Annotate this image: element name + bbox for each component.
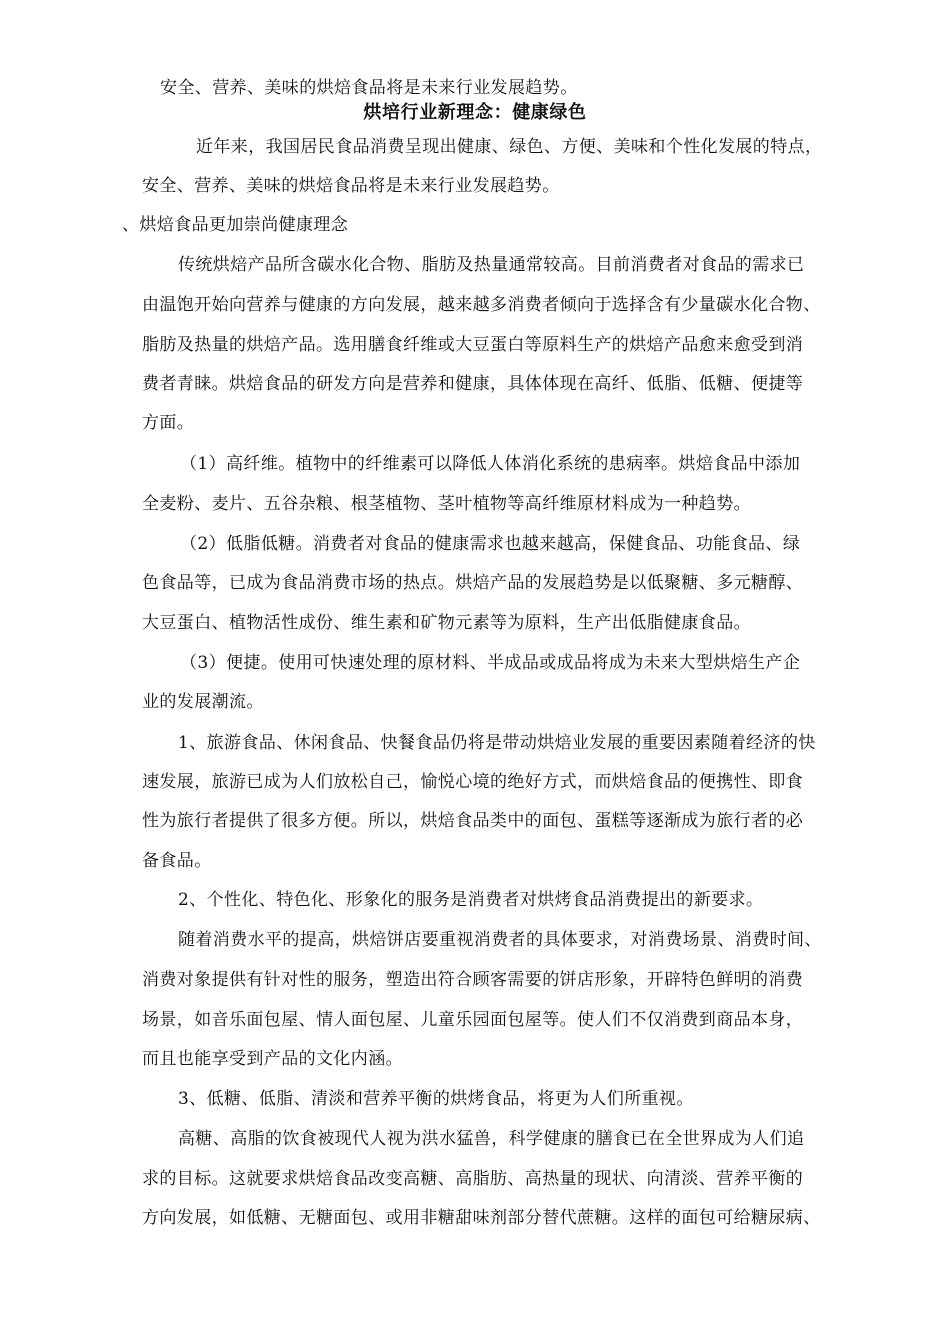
paragraph-line: 1、旅游食品、休闲食品、快餐食品仍将是带动烘焙业发展的重要因素随着经济的快 xyxy=(178,733,816,753)
paragraph-line: 安全、营养、美味的烘焙食品将是未来行业发展趋势。 xyxy=(142,176,560,196)
paragraph-line: （2）低脂低糖。消费者对食品的健康需求也越来越高，保健食品、功能食品、绿 xyxy=(180,534,801,554)
paragraph-line: 方面。 xyxy=(142,413,195,433)
paragraph-line: 近年来，我国居民食品消费呈现出健康、绿色、方便、美味和个性化发展的特点， xyxy=(196,137,823,157)
paragraph-line: 脂肪及热量的烘焙产品。选用膳食纤维或大豆蛋白等原料生产的烘焙产品愈来愈受到消 xyxy=(142,335,804,355)
top-line: 安全、营养、美味的烘焙食品将是未来行业发展趋势。 xyxy=(160,78,578,98)
page-title: 烘培行业新理念：健康绿色 xyxy=(363,102,587,123)
paragraph-line: 费者青睐。烘焙食品的研发方向是营养和健康，具体体现在高纤、低脂、低糖、便捷等 xyxy=(142,374,804,394)
paragraph-line: 求的目标。这就要求烘焙食品改变高糖、高脂肪、高热量的现状、向清淡、营养平衡的 xyxy=(142,1169,804,1189)
paragraph-line: 随着消费水平的提高，烘焙饼店要重视消费者的具体要求，对消费场景、消费时间、 xyxy=(178,930,822,950)
paragraph-line: 2、个性化、特色化、形象化的服务是消费者对烘烤食品消费提出的新要求。 xyxy=(178,890,764,910)
paragraph-line: 全麦粉、麦片、五谷杂粮、根茎植物、茎叶植物等高纤维原材料成为一种趋势。 xyxy=(142,494,751,514)
paragraph-line: 业的发展潮流。 xyxy=(142,692,264,712)
paragraph-line: 而且也能享受到产品的文化内涵。 xyxy=(142,1049,403,1069)
section-heading: 、烘焙食品更加崇尚健康理念 xyxy=(122,215,349,235)
paragraph-line: 消费对象提供有针对性的服务，塑造出符合顾客需要的饼店形象，开辟特色鲜明的消费 xyxy=(142,970,804,990)
paragraph-line: （3）便捷。使用可快速处理的原材料、半成品或成品将成为未来大型烘焙生产企 xyxy=(180,653,801,673)
paragraph-line: 性为旅行者提供了很多方便。所以，烘焙食品类中的面包、蛋糕等逐渐成为旅行者的必 xyxy=(142,811,804,831)
paragraph-line: （1）高纤维。植物中的纤维素可以降低人体消化系统的患病率。烘焙食品中添加 xyxy=(180,454,801,474)
paragraph-line: 场景，如音乐面包屋、情人面包屋、儿童乐园面包屋等。使人们不仅消费到商品本身， xyxy=(142,1010,804,1030)
paragraph-line: 传统烘焙产品所含碳水化合物、脂肪及热量通常较高。目前消费者对食品的需求已 xyxy=(178,255,805,275)
paragraph-line: 高糖、高脂的饮食被现代人视为洪水猛兽，科学健康的膳食已在全世界成为人们追 xyxy=(178,1129,805,1149)
paragraph-line: 色食品等，已成为食品消费市场的热点。烘焙产品的发展趋势是以低聚糖、多元糖醇、 xyxy=(142,573,804,593)
paragraph-line: 由温饱开始向营养与健康的方向发展，越来越多消费者倾向于选择含有少量碳水化合物、 xyxy=(142,295,821,315)
paragraph-line: 速发展，旅游已成为人们放松自己，愉悦心境的绝好方式，而烘焙食品的便携性、即食 xyxy=(142,772,804,792)
paragraph-line: 大豆蛋白、植物活性成份、维生素和矿物元素等为原料，生产出低脂健康食品。 xyxy=(142,613,751,633)
paragraph-line: 3、低糖、低脂、清淡和营养平衡的烘烤食品，将更为人们所重视。 xyxy=(178,1089,694,1109)
paragraph-line: 备食品。 xyxy=(142,851,212,871)
paragraph-line: 方向发展，如低糖、无糖面包、或用非糖甜味剂部分替代蔗糖。这样的面包可给糖尿病、 xyxy=(142,1208,821,1228)
